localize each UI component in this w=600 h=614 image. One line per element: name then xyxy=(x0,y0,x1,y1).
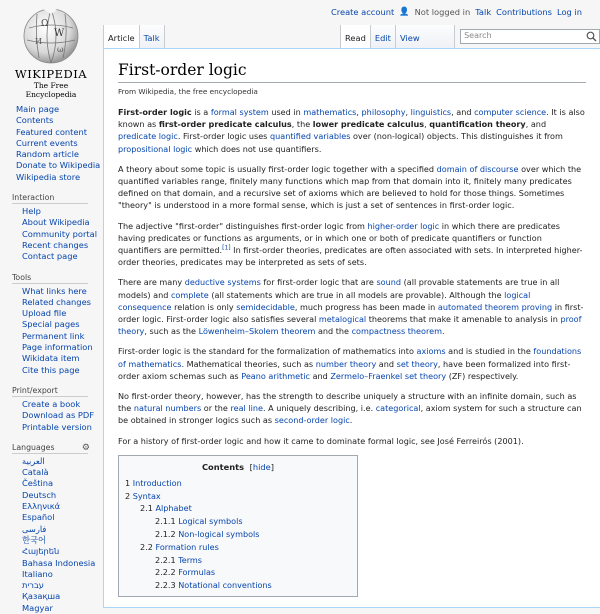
sidebar-item-special-pages[interactable]: Special pages xyxy=(22,319,80,330)
inline-link[interactable]: natural numbers xyxy=(133,403,202,414)
inline-link[interactable]: formal system xyxy=(210,107,269,117)
text-run: which does not use quantifiers. xyxy=(192,143,322,154)
inline-link[interactable]: compactness theorem xyxy=(351,326,442,337)
language-link[interactable]: Bahasa Indonesia xyxy=(22,557,96,568)
text-run: . xyxy=(349,415,353,426)
text-run: , such as the xyxy=(144,326,199,337)
toc-number: 2.2 xyxy=(140,541,153,552)
sidebar-navigation xyxy=(16,104,102,183)
citation-link[interactable]: [1] xyxy=(222,244,231,252)
gear-icon[interactable]: ⚙ xyxy=(81,442,90,453)
bold-term: First-order logic xyxy=(118,107,192,117)
text-run: , axiom system for such a structure can be obtained in stronger logics such as xyxy=(118,403,582,426)
talk-link[interactable]: Talk xyxy=(475,6,492,17)
inline-link[interactable]: categorical xyxy=(375,403,421,414)
svg-text:И: И xyxy=(35,37,42,46)
sidebar-item-random-article[interactable]: Random article xyxy=(16,149,80,160)
sidebar-item-page-information[interactable]: Page information xyxy=(22,342,93,353)
personal-tools xyxy=(331,6,582,17)
sidebar-heading-interaction: Interaction xyxy=(12,192,88,204)
tab-article[interactable]: Article xyxy=(103,25,140,48)
sidebar-tools xyxy=(0,272,102,376)
search-icon[interactable] xyxy=(586,31,597,42)
logo-tagline: The Free Encyclopedia xyxy=(25,81,77,99)
sidebar-item-main-page[interactable]: Main page xyxy=(16,104,60,114)
paragraph-1 xyxy=(118,106,586,155)
svg-text:ω: ω xyxy=(57,45,64,54)
svg-text:W: W xyxy=(54,28,65,39)
toc-text: Syntax xyxy=(132,490,161,501)
toc-link[interactable] xyxy=(125,491,161,501)
toc-number: 2 xyxy=(125,490,131,501)
text-run: and is studied in the xyxy=(445,346,534,357)
toc-link[interactable] xyxy=(140,503,192,513)
inline-link[interactable]: real line xyxy=(230,403,263,414)
sidebar-item-help[interactable]: Help xyxy=(22,206,41,217)
create-account-link[interactable]: Create account xyxy=(330,6,395,17)
bold-term: first-order predicate calculus xyxy=(158,119,292,130)
text-run: over (non-logical) objects. This distinguishes it from xyxy=(350,131,563,142)
sidebar-item-community-portal[interactable]: Community portal xyxy=(22,228,98,239)
toc-item[interactable] xyxy=(125,566,351,579)
language-link[interactable]: Қазақша xyxy=(22,591,61,602)
language-link[interactable]: Հայերեն xyxy=(22,546,60,557)
toc-text: Notational conventions xyxy=(178,580,272,591)
tab-view-history[interactable]: View xyxy=(396,25,455,48)
toc-item[interactable] xyxy=(125,554,351,567)
sidebar-item-create-book[interactable]: Create a book xyxy=(22,398,81,409)
language-link[interactable]: Deutsch xyxy=(22,489,57,500)
page-title: First-order logic xyxy=(118,61,586,83)
toc-text: Introduction xyxy=(132,477,182,488)
sidebar xyxy=(0,104,102,614)
sidebar-item-contents[interactable]: Contents xyxy=(16,115,54,126)
toc-item[interactable] xyxy=(125,541,351,554)
sidebar-item-download-pdf[interactable]: Download as PDF xyxy=(22,410,95,421)
logo-wordmark: WIKIPEDIA xyxy=(14,67,88,81)
toc-text: Alphabet xyxy=(155,503,192,514)
text-run: . It is also known as xyxy=(118,107,585,130)
text-run: used in xyxy=(268,107,304,117)
toc-link[interactable] xyxy=(155,516,243,526)
toc-text: Formation rules xyxy=(155,541,219,552)
sidebar-item-wikidata-item[interactable]: Wikidata item xyxy=(22,353,80,364)
inline-link[interactable]: quantified variables xyxy=(269,131,351,142)
language-link[interactable]: Català xyxy=(22,467,49,478)
toc-number: 2.1.1 xyxy=(155,516,176,527)
toc-number: 1 xyxy=(125,477,131,488)
wikipedia-logo[interactable] xyxy=(10,6,92,98)
paragraph-6 xyxy=(118,390,586,427)
inline-link[interactable]: logical consequence xyxy=(118,289,531,312)
search-input[interactable] xyxy=(460,29,600,44)
sidebar-heading-languages: Languages xyxy=(12,442,55,452)
inline-link[interactable]: predicate logic xyxy=(118,131,178,142)
toc-list xyxy=(125,477,351,592)
paragraph-3 xyxy=(118,220,586,269)
inline-link[interactable]: domain of discourse xyxy=(436,163,519,174)
text-run: and xyxy=(376,358,397,369)
text-run: for first-order logic that are xyxy=(260,277,377,288)
inline-link[interactable]: Peano arithmetic xyxy=(241,370,310,381)
sidebar-item-about[interactable]: About Wikipedia xyxy=(22,217,90,228)
text-run: There are many xyxy=(118,277,185,288)
text-run: , xyxy=(424,119,430,130)
toc-item[interactable] xyxy=(125,528,351,541)
toc-number: 2.2.1 xyxy=(155,554,176,565)
language-link[interactable]: Čeština xyxy=(22,478,54,489)
login-link[interactable]: Log in xyxy=(556,6,582,17)
text-run: in first-order logic. First-order logic also satisfies several xyxy=(118,301,584,325)
not-logged-in-label: Not logged in xyxy=(414,6,471,17)
text-run: , and xyxy=(525,119,547,130)
text-run: , xyxy=(356,107,362,117)
language-link[interactable]: فارسی xyxy=(22,523,47,534)
toc-hide-link[interactable]: hide xyxy=(252,461,271,472)
toc-item[interactable] xyxy=(125,490,351,503)
sidebar-heading-tools: Tools xyxy=(12,272,88,284)
text-run: over which the quantified variables range, finitely many functions which map from that domain into it, finitely many predicates defined on that domain, and a recursive set of axioms which are believed to hold for those things. Sometimes "theory" is understood in a more formal sense, which is just a set of sentences in first-order logic. xyxy=(118,163,582,211)
inline-link[interactable]: sound xyxy=(376,277,402,288)
language-link[interactable]: 한국어 xyxy=(22,534,47,545)
sidebar-item-what-links-here[interactable]: What links here xyxy=(22,285,87,296)
contributions-link[interactable]: Contributions xyxy=(496,6,552,17)
text-run: No first-order theory, however, has the strength to describe uniquely a structure with an infinite domain, such as the xyxy=(118,391,577,414)
text-run: . Mathematical theories, such as xyxy=(181,358,316,369)
inline-link[interactable]: set theory xyxy=(396,358,438,369)
sidebar-heading-languages-wrap xyxy=(12,442,88,454)
sidebar-item-donate[interactable]: Donate to Wikipedia xyxy=(16,160,101,171)
text-run: and the xyxy=(315,326,352,337)
search-placeholder: Search xyxy=(464,31,492,40)
text-run: , have been formalized into first-order axiom schemas such as xyxy=(118,358,571,381)
text-run: relation is only xyxy=(171,301,237,312)
text-run: , xyxy=(405,107,411,117)
inline-link[interactable]: propositional logic xyxy=(118,143,193,154)
toc-link[interactable] xyxy=(140,542,219,552)
sidebar-item-printable-version[interactable]: Printable version xyxy=(22,421,92,432)
text-run: or the xyxy=(201,403,231,414)
text-run: (all provable statements are true in all models) and xyxy=(118,277,560,300)
paragraph-2 xyxy=(118,163,586,212)
inline-link[interactable]: Löwenheim–Skolem theorem xyxy=(198,326,316,337)
language-link[interactable]: עברית xyxy=(22,580,44,591)
bold-term: lower predicate calculus xyxy=(312,119,425,130)
sidebar-item-contact[interactable]: Contact page xyxy=(22,251,78,262)
text-run: . A uniquely describing, i.e. xyxy=(262,403,376,414)
language-link[interactable]: العربية xyxy=(22,455,45,466)
toc-link[interactable] xyxy=(125,478,182,488)
table-of-contents xyxy=(118,455,358,597)
user-icon: 👤 xyxy=(399,6,410,16)
inline-link[interactable]: second-order logic xyxy=(274,415,350,426)
sidebar-item-featured-content[interactable]: Featured content xyxy=(16,126,88,137)
toc-title: Contents [hide] xyxy=(201,461,275,472)
inline-link[interactable]: proof theory xyxy=(118,314,582,337)
toc-number: 2.2.3 xyxy=(155,580,176,591)
language-list xyxy=(22,456,102,614)
puzzle-globe-icon xyxy=(21,6,81,66)
sidebar-item-permanent-link[interactable]: Permanent link xyxy=(22,330,85,341)
text-run: The adjective "first-order" distinguishes first-order logic from xyxy=(118,220,368,231)
toc-link[interactable] xyxy=(155,567,215,577)
text-run: , and xyxy=(451,107,475,117)
toc-heading: Contents xyxy=(201,461,245,472)
sidebar-item-recent-changes[interactable]: Recent changes xyxy=(22,239,89,250)
paragraph-4 xyxy=(118,276,586,337)
toc-link[interactable] xyxy=(155,529,260,539)
inline-link[interactable]: automated theorem proving xyxy=(437,301,553,312)
text-run: . First-order logic uses xyxy=(177,131,270,142)
inline-link[interactable]: higher-order logic xyxy=(367,220,440,231)
sidebar-item-current-events[interactable]: Current events xyxy=(16,137,78,148)
inline-link[interactable]: metalogical xyxy=(318,314,367,325)
sidebar-interaction xyxy=(0,192,102,262)
sidebar-heading-print-export: Print/export xyxy=(12,385,88,397)
toc-number: 2.2.2 xyxy=(155,567,176,578)
paragraph-7 xyxy=(118,435,586,447)
bold-term: quantification theory xyxy=(429,119,526,130)
inline-link[interactable]: mathematics xyxy=(303,107,357,117)
inline-link[interactable]: computer science xyxy=(474,107,547,117)
text-run: . xyxy=(441,326,445,337)
sidebar-item-related-changes[interactable]: Related changes xyxy=(22,296,92,307)
toc-link[interactable] xyxy=(155,555,202,565)
toc-number: 2.1 xyxy=(140,503,153,514)
toc-number: 2.1.2 xyxy=(155,529,176,540)
article-content xyxy=(103,48,600,608)
text-run: in which there are predicates having predicates or functions as arguments, or in which one or both of predicate quantifiers or function quantifiers are permitted. xyxy=(118,220,560,256)
toc-item[interactable] xyxy=(125,515,351,528)
tab-read[interactable]: Read xyxy=(340,25,371,48)
toc-item[interactable] xyxy=(125,502,351,515)
sidebar-languages xyxy=(0,442,102,614)
inline-link[interactable]: foundations of mathematics xyxy=(118,346,582,369)
toc-text: Formulas xyxy=(178,567,216,578)
svg-text:Ω: Ω xyxy=(41,19,49,29)
text-run: theorems that make it amenable to analysis in xyxy=(366,314,561,325)
sidebar-print-export xyxy=(0,385,102,433)
inline-link[interactable]: semidecidable xyxy=(236,301,295,312)
namespace-tabs xyxy=(103,25,165,48)
language-link[interactable]: Español xyxy=(22,512,55,523)
inline-link[interactable]: deductive systems xyxy=(184,277,261,288)
toc-text: Non-logical symbols xyxy=(178,529,260,540)
inline-link[interactable]: axioms xyxy=(416,346,446,357)
inline-link[interactable]: philosophy xyxy=(361,107,406,117)
sidebar-item-store[interactable]: Wikipedia store xyxy=(16,171,81,182)
paragraph-5 xyxy=(118,345,586,382)
text-run: First-order logic is the standard for the formalization of mathematics into xyxy=(118,346,417,357)
site-tagline: From Wikipedia, the free encyclopedia xyxy=(118,87,258,96)
tab-edit[interactable]: Edit xyxy=(371,25,396,48)
inline-link[interactable]: complete xyxy=(170,289,209,300)
toc-text: Logical symbols xyxy=(178,516,243,527)
text-run: , much progress has been made in xyxy=(294,301,438,312)
language-link[interactable]: Magyar xyxy=(22,602,53,613)
inline-link[interactable]: linguistics xyxy=(410,107,452,117)
text-run: is a xyxy=(191,107,211,117)
toc-item[interactable] xyxy=(125,579,351,592)
text-run: and xyxy=(310,370,331,381)
language-link[interactable]: Italiano xyxy=(22,568,53,579)
language-link[interactable]: Ελληνικά xyxy=(22,501,61,512)
text-run: , the xyxy=(291,119,313,130)
text-run: (all statements which are true in all models are provable). Although the xyxy=(208,289,505,300)
inline-link[interactable]: Zermelo–Fraenkel set theory xyxy=(330,370,447,381)
text-run: (ZF) respectively. xyxy=(446,370,519,381)
inline-link[interactable]: number theory xyxy=(315,358,377,369)
text-run: In first-order theories, predicates are often associated with sets. In interpreted higher-order theories, predicates may be interpreted as sets of sets. xyxy=(118,245,583,268)
toc-item[interactable] xyxy=(125,477,351,490)
tab-talk[interactable]: Talk xyxy=(140,25,165,48)
sidebar-item-cite-this-page[interactable]: Cite this page xyxy=(22,364,80,375)
view-tabs xyxy=(340,25,600,48)
toc-text: Terms xyxy=(178,554,203,565)
text-run: A theory about some topic is usually first-order logic together with a specified xyxy=(118,163,437,174)
text-run: For a history of first-order logic and how it came to dominate formal logic, see José Ferreirós (2001). xyxy=(118,435,524,446)
toc-link[interactable] xyxy=(155,580,272,590)
sidebar-item-upload-file[interactable]: Upload file xyxy=(22,308,67,319)
